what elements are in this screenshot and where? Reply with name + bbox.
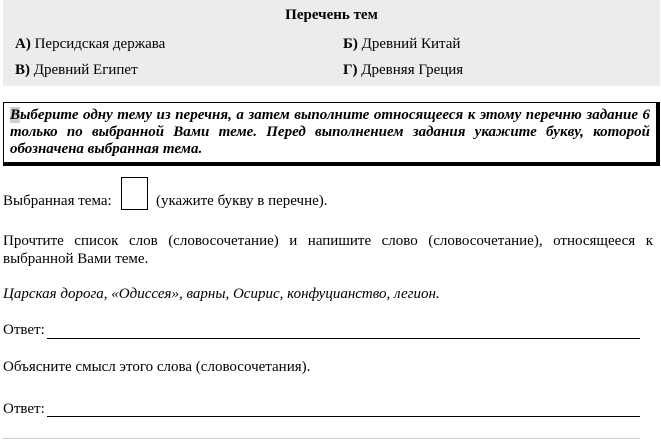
answer1-line[interactable] [47,322,640,339]
task-instruction: Прочтите список слов (словосочетание) и напишите слово (словосочетание), относящееся к выбранной Вами теме. [3,233,653,267]
topic-v-label: Древний Египет [33,62,138,78]
topic-b-label: Древний Китай [361,36,461,52]
topic-b [343,36,460,53]
chosen-topic-hint: (укажите букву в перечне). [156,193,328,209]
instruction-box [3,102,660,166]
explain-prompt: Объясните смысл этого слова (словосочетания). [3,359,311,375]
topic-g-letter: Г) [343,62,358,78]
topic-v [15,62,138,79]
topics-title: Перечень тем [285,7,378,23]
chosen-topic-input-box[interactable] [121,177,148,210]
word-list: Царская дорога, «Одиссея», варны, Осирис, конфуцианство, легион. [3,286,440,302]
chosen-topic-label: Выбранная тема: [3,193,112,209]
topic-v-letter: В) [15,62,30,78]
topic-a-letter: А) [15,36,31,52]
topic-b-letter: Б) [343,36,358,52]
topic-g-label: Древняя Греция [361,62,464,78]
topic-a-label: Персидская держава [34,36,166,52]
instruction-first-letter: В [10,107,21,123]
answer2-label: Ответ: [3,401,45,417]
topic-a [15,36,165,53]
topics-list [3,0,660,86]
answer1-label: Ответ: [3,322,45,338]
answer2-line[interactable] [47,401,640,417]
instruction-text: ыберите одну тему из перечня, а затем выполните относящееся к этому перечню задание 6 только по выбранной Вами теме. Перед выполнением задания укажите букву, которой обозначена выбранная тема. [10,107,650,157]
topic-g [343,62,463,79]
bottom-divider [3,438,640,439]
